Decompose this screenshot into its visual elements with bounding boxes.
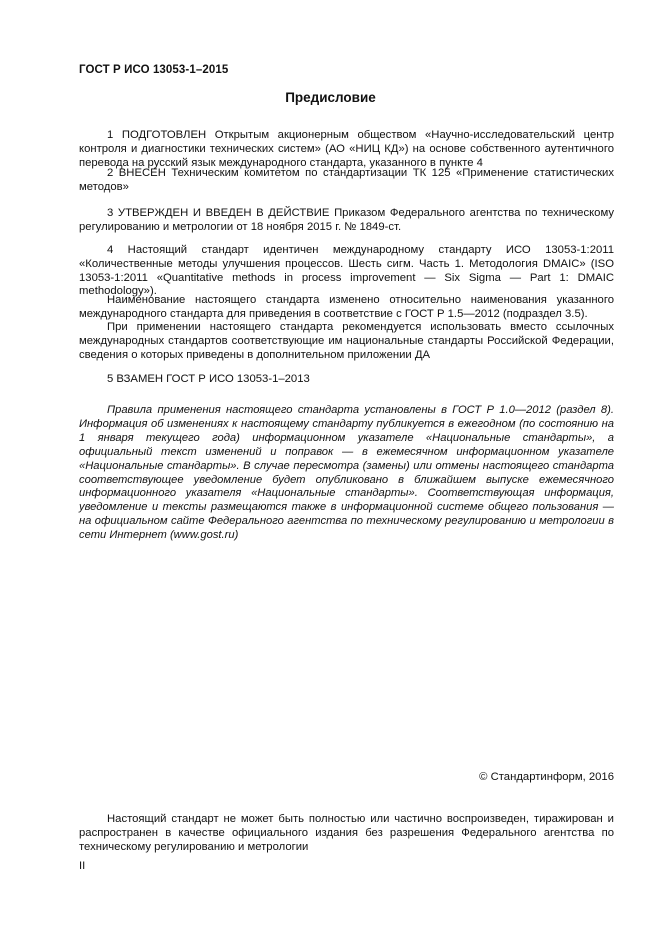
paragraph-5-replaces: 5 ВЗАМЕН ГОСТ Р ИСО 13053-1–2013 <box>107 373 310 385</box>
page-number: II <box>79 860 86 872</box>
paragraph-1-prepared-by: 1 ПОДГОТОВЛЕН Открытым акционерным обществом «Научно-исследовательский центр контроля и диагностики технических систем» (АО «НИЦ КД») на основе собственного аутентичного перевода на русский язык международного стандарта, указанного в пункте 4 <box>79 129 614 169</box>
rules-notice: Правила применения настоящего стандарта установлены в ГОСТ Р 1.0—2012 (раздел 8). Информация об изменениях к настоящему стандарту публикуется в ежегодном (по состоянию на 1 января текущего года) информационном указателе «Национальные стандарты», а официальный текст изменений и поправок — в ежемесячном информационном указателе «Национальные стандарты». В случае пересмотра (замены) или отмены настоящего стандарта соответствующее уведомление будет опубликовано в ближайшем выпуске ежемесячного информационного указателя «Национальные стандарты». Соответствующая информация, уведомление и тексты размещаются также в информационной системе общего пользования — на официальном сайте Федерального агентства по техническому регулированию и метрологии в сети Интернет (www.gost.ru) <box>79 404 614 542</box>
page-title: Предисловие <box>285 90 376 105</box>
paragraph-2-submitted-by: 2 ВНЕСЕН Техническим комитетом по стандартизации ТК 125 «Применение статистических методов» <box>79 167 614 193</box>
paragraph-3-approved: 3 УТВЕРЖДЕН И ВВЕДЕН В ДЕЙСТВИЕ Приказом Федерального агентства по техническому регулированию и метрологии от 18 ноября 2015 г. № 1849-ст. <box>79 207 614 233</box>
paragraph-4-reference-note: При применении настоящего стандарта рекомендуется использовать вместо ссылочных международных стандартов соответствующие им национальные стандарты Российской Федерации, сведения о которых приведены в дополнительном приложении ДА <box>79 321 614 361</box>
paragraph-4-name-change: Наименование настоящего стандарта изменено относительно наименования указанного международного стандарта для приведения в соответствие с ГОСТ Р 1.5—2012 (подраздел 3.5). <box>79 294 614 320</box>
paragraph-4-identical-standard: 4 Настоящий стандарт идентичен международному стандарту ИСО 13053-1:2011 «Количественные методы улучшения процессов. Шесть сигм. Часть 1. Методология DMAIC» (ISO 13053-1:2011 «Quantitative methods in process improvement — Six Sigma — Part 1: DMAIC methodology»). <box>79 244 614 298</box>
standard-code-header: ГОСТ Р ИСО 13053-1–2015 <box>79 64 229 76</box>
copyright-notice: © Стандартинформ, 2016 <box>479 771 614 783</box>
reproduction-notice: Настоящий стандарт не может быть полностью или частично воспроизведен, тиражирован и распространен в качестве официального издания без разрешения Федерального агентства по техническому регулированию и метрологии <box>79 813 614 853</box>
